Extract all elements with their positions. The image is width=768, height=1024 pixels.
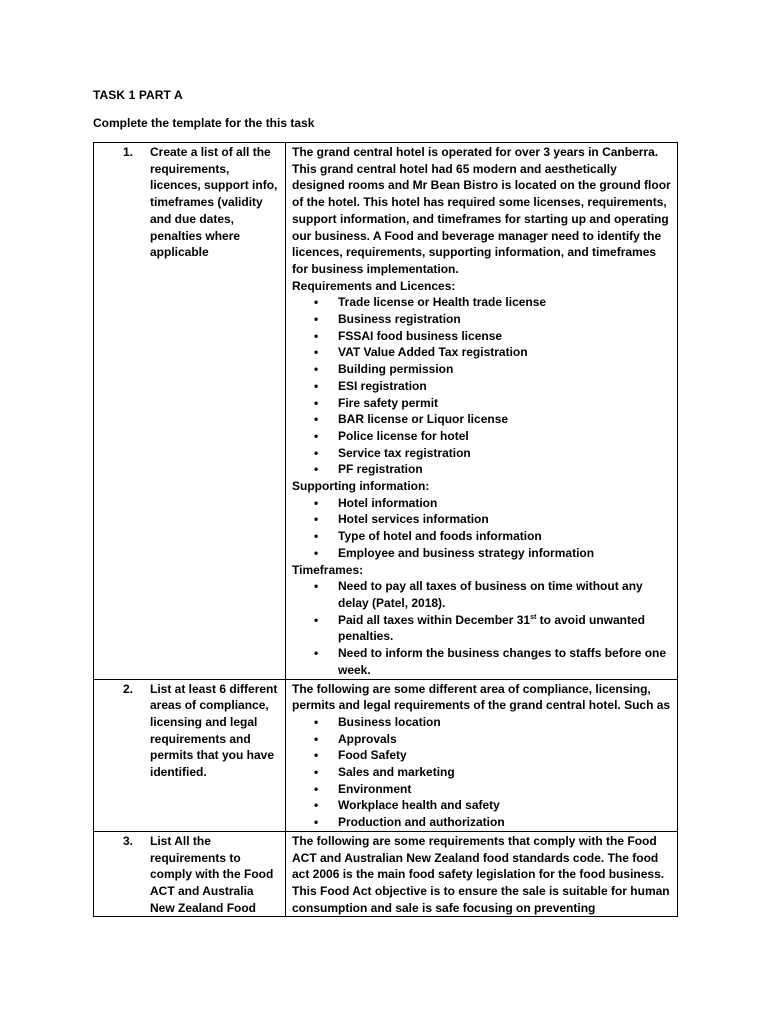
requirements-list — [292, 294, 672, 478]
list-item: • Production and authorization — [292, 814, 672, 831]
section-title: Timeframes: — [292, 562, 364, 577]
table-row — [94, 679, 678, 831]
list-item: • Business registration — [292, 311, 672, 328]
list-item: • VAT Value Added Tax registration — [292, 344, 672, 361]
answer-intro: The grand central hotel is operated for over 3 years in Canberra. This grand central hotel had 65 modern and aesthetically designed rooms and Mr Bean Bistro is located on the ground floor of the hotel. This hotel has required some licenses, requirements, support information, and timeframes for starting up and operating our business. A Food and beverage manager need to identify the licences, requirements, supporting information, and timeframes for business implementation. — [292, 145, 671, 276]
list-item: • Workplace health and safety — [292, 797, 672, 814]
list-item: • Need to pay all taxes of business on time without any delay (Patel, 2018). — [292, 578, 672, 611]
task-heading: TASK 1 PART A — [93, 88, 183, 102]
question-number: 1. — [123, 145, 134, 159]
ordinal-suffix: st — [530, 613, 537, 621]
list-item: • Need to inform the business changes to staffs before one week. — [292, 645, 672, 678]
list-item: • Trade license or Health trade license — [292, 294, 672, 311]
task-instruction: Complete the template for the this task — [93, 116, 315, 130]
list-item — [292, 612, 672, 645]
question-cell — [94, 679, 286, 831]
list-item: • Sales and marketing — [292, 764, 672, 781]
question-text: List at least 6 different areas of compliance, licensing and legal requirements and permits that you have identified. — [150, 681, 278, 780]
list-item: • Hotel services information — [292, 511, 672, 528]
list-item: • Fire safety permit — [292, 395, 672, 412]
list-item: • Food Safety — [292, 747, 672, 764]
question-text: Create a list of all the requirements, licences, support info, timeframes (validity and due dates, penalties where applicable — [150, 145, 278, 260]
list-item: • BAR license or Liquor license — [292, 411, 672, 428]
answer-cell — [286, 679, 678, 831]
task-template-table — [93, 142, 678, 917]
list-item: • PF registration — [292, 461, 672, 478]
answer-cell — [286, 143, 678, 680]
question-text: List All the requirements to comply with the Food ACT and Australia New Zealand Food — [150, 833, 274, 915]
list-item: • Type of hotel and foods information — [292, 528, 672, 545]
compliance-areas-list — [292, 714, 672, 831]
list-item: • Environment — [292, 781, 672, 798]
answer-intro: The following are some requirements that comply with the Food ACT and Australian New Zealand food standards code. The food act 2006 is the main food safety legislation for the food business. This Food Act objective is to ensure the sale is suitable for human consumption and sale is safe focusing on preventing — [292, 833, 670, 915]
list-item-text: to avoid unwanted penalties. — [338, 612, 645, 644]
section-title: Supporting information: — [292, 479, 430, 494]
answer-cell — [286, 831, 678, 917]
list-item: • Employee and business strategy information — [292, 545, 672, 562]
list-item: • FSSAI food business license — [292, 328, 672, 345]
table-row — [94, 831, 678, 917]
question-number: 2. — [123, 681, 134, 696]
table-row — [94, 143, 678, 680]
question-number: 3. — [123, 833, 134, 848]
list-item: • Business location — [292, 714, 672, 731]
list-item-text: Paid all taxes within December 31 — [338, 612, 531, 627]
question-cell — [94, 143, 286, 680]
list-item: • Police license for hotel — [292, 428, 672, 445]
supporting-info-list — [292, 495, 672, 562]
timeframes-list — [292, 578, 672, 678]
answer-intro: The following are some different area of compliance, licensing, permits and legal requirements of the grand central hotel. Such as — [292, 681, 671, 713]
section-title: Requirements and Licences: — [292, 278, 456, 293]
list-item: • Approvals — [292, 731, 672, 748]
list-item: • Building permission — [292, 361, 672, 378]
question-cell — [94, 831, 286, 917]
list-item: • ESI registration — [292, 378, 672, 395]
list-item: • Service tax registration — [292, 445, 672, 462]
list-item: • Hotel information — [292, 495, 672, 512]
